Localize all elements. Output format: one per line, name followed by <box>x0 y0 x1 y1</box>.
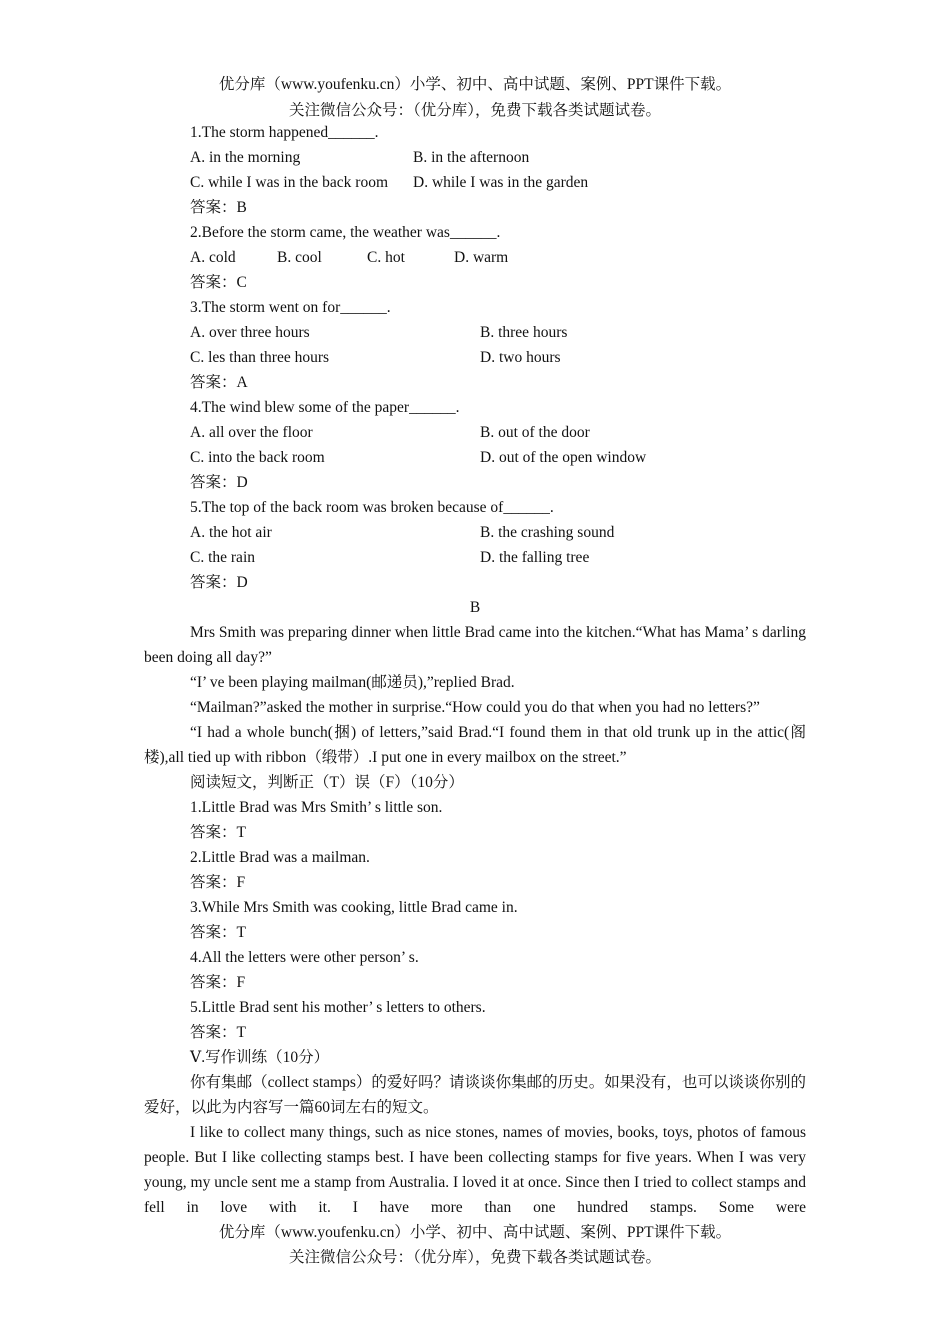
tf-statement: 3.While Mrs Smith was cooking, little Brad came in. <box>190 899 518 916</box>
question-stem: 2.Before the storm came, the weather was______. <box>190 224 501 241</box>
answer: 答案：B <box>190 199 247 216</box>
reading-passage <box>144 620 806 770</box>
option-a: A. the hot air <box>190 524 272 541</box>
section-title: B <box>469 599 481 616</box>
answer: 答案：D <box>190 474 248 491</box>
option-c: C. hot <box>367 249 405 266</box>
answer: 答案：T <box>190 924 246 941</box>
answer: 答案：T <box>190 824 246 841</box>
option-row <box>144 520 806 545</box>
option-row <box>144 545 806 570</box>
option-row <box>144 420 806 445</box>
question-stem: 1.The storm happened______. <box>190 124 379 141</box>
writing-sample: I like to collect many things, such as nice stones, names of movies, books, toys, photos of famous people. But I like collecting stamps best. I have been collecting stamps for five years. When I was very young, my uncle sent me a stamp from Australia. I loved it at once. Since then I tried to collect stamps and fell in love with it. I have more than one hundred stamps. Some were <box>144 1124 806 1216</box>
option-row <box>144 245 806 270</box>
option-row <box>144 345 806 370</box>
tf-statement: 4.All the letters were other person’ s. <box>190 949 419 966</box>
option-a: A. in the morning <box>190 149 301 166</box>
option-a: A. over three hours <box>190 324 310 341</box>
passage-paragraph: “Mailman?”asked the mother in surprise.“How could you do that when you had no letters?” <box>190 699 760 716</box>
option-c: C. into the back room <box>190 449 325 466</box>
option-c: C. while I was in the back room <box>190 174 389 191</box>
answer: 答案：D <box>190 574 248 591</box>
writing-prompt: 你有集邮（collect stamps）的爱好吗？请谈谈你集邮的历史。如果没有，也可以谈谈你别的爱好，以此为内容写一篇60词左右的短文。 <box>144 1074 806 1116</box>
answer: 答案：C <box>190 274 247 291</box>
option-d: D. the falling tree <box>480 549 590 566</box>
option-b: B. the crashing sound <box>480 524 615 541</box>
page-footer-line-1: 优分库（www.youfenku.cn）小学、初中、高中试题、案例、PPT课件下载。 <box>218 1224 732 1241</box>
option-b: B. three hours <box>480 324 568 341</box>
answer: 答案：A <box>190 374 248 391</box>
tf-statement: 1.Little Brad was Mrs Smith’ s little son. <box>190 799 443 816</box>
page-footer-line-2: 关注微信公众号：（优分库），免费下载各类试题试卷。 <box>288 1249 661 1266</box>
option-d: D. warm <box>454 249 509 266</box>
option-b: B. out of the door <box>480 424 590 441</box>
option-d: D. out of the open window <box>480 449 647 466</box>
option-b: B. in the afternoon <box>413 149 530 166</box>
answer: 答案：F <box>190 974 246 991</box>
question-stem: 3.The storm went on for______. <box>190 299 391 316</box>
option-d: D. two hours <box>480 349 561 366</box>
option-c: C. les than three hours <box>190 349 330 366</box>
option-c: C. the rain <box>190 549 255 566</box>
passage-paragraph: “I’ ve been playing mailman(邮递员),”replied Brad. <box>190 674 515 691</box>
answer: 答案：F <box>190 874 246 891</box>
option-d: D. while I was in the garden <box>413 174 589 191</box>
option-row <box>144 170 806 195</box>
question-stem: 5.The top of the back room was broken because of______. <box>190 499 554 516</box>
tf-statement: 2.Little Brad was a mailman. <box>190 849 370 866</box>
option-b: B. cool <box>277 249 322 266</box>
tf-instruction: 阅读短文，判断正（T）误（F）（10分） <box>190 774 464 791</box>
option-row <box>144 320 806 345</box>
writing-title: Ⅴ.写作训练（10分） <box>190 1049 330 1066</box>
document-body <box>144 120 806 1220</box>
page-header-line-2: 关注微信公众号：（优分库），免费下载各类试题试卷。 <box>288 102 661 119</box>
option-a: A. cold <box>190 249 236 266</box>
option-a: A. all over the floor <box>190 424 313 441</box>
option-row <box>144 145 806 170</box>
option-row <box>144 445 806 470</box>
passage-paragraph: “I had a whole bunch(捆) of letters,”said Brad.“I found them in that old trunk up in the attic(阁楼),all tied up with ribbon（缎带）.I put one in every mailbox on the street.” <box>144 724 806 766</box>
question-stem: 4.The wind blew some of the paper______. <box>190 399 460 416</box>
tf-statement: 5.Little Brad sent his mother’ s letters to others. <box>190 999 486 1016</box>
answer: 答案：T <box>190 1024 246 1041</box>
passage-paragraph: Mrs Smith was preparing dinner when little Brad came into the kitchen.“What has Mama’ s darling been doing all day?” <box>144 624 806 666</box>
page-header-line-1: 优分库（www.youfenku.cn）小学、初中、高中试题、案例、PPT课件下载。 <box>218 76 732 93</box>
writing-section <box>144 1070 806 1220</box>
